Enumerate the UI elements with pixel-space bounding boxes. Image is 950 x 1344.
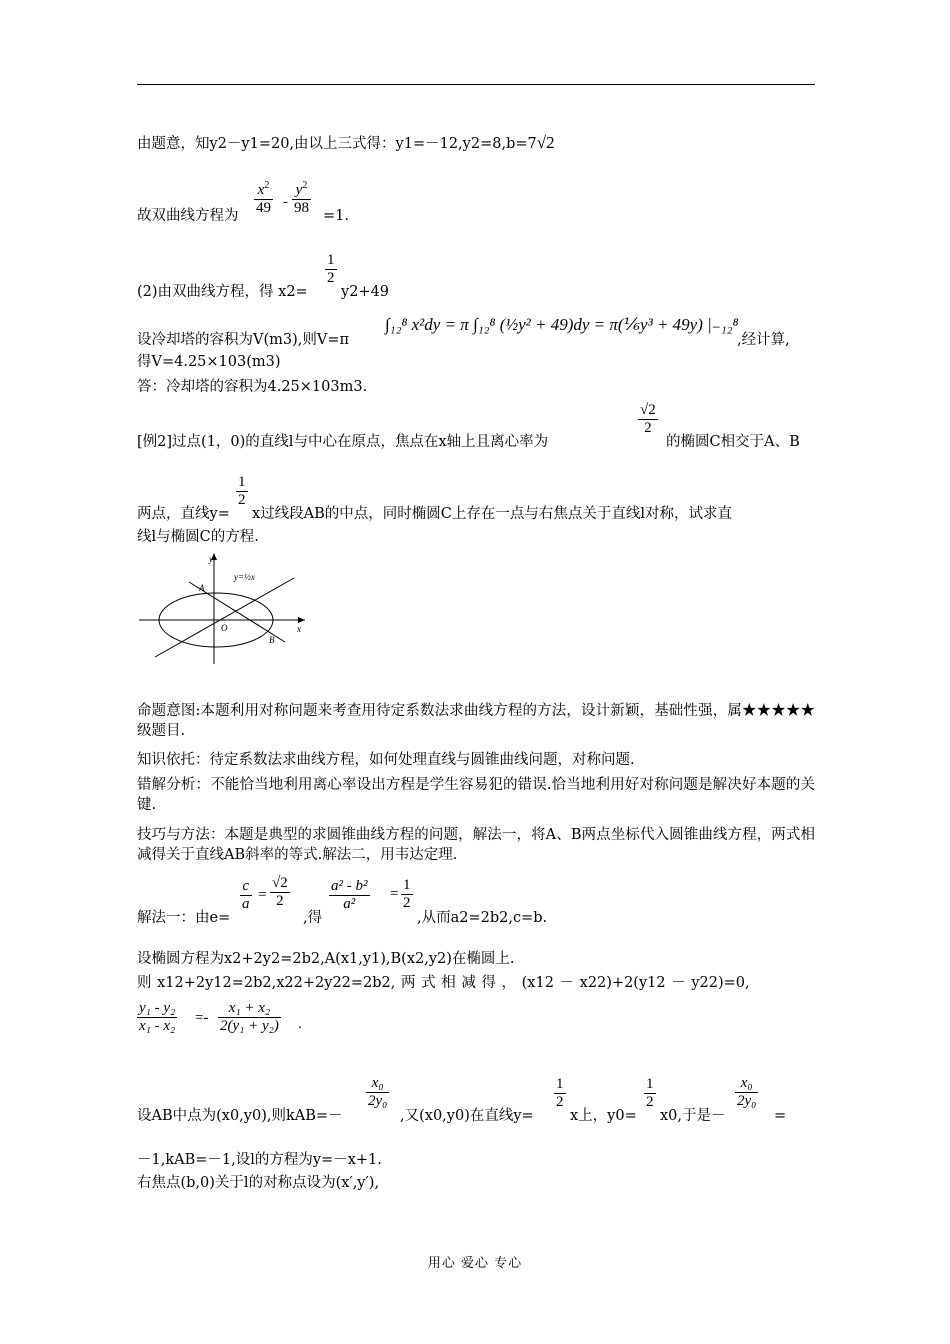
text-line: －1,kAB=－1,设l的方程为y=－x+1. [137,1152,382,1168]
label-y: y [209,554,213,564]
math-equals: = [258,887,267,903]
text-span: =1. [323,208,349,224]
fraction: 1 2 [646,1076,654,1110]
text-span: 由题意，知y2－y1=20,由以上三式得：y1=－12,y2=8,b=7 [137,136,537,152]
text-line: 解法一：由e= [137,910,231,926]
fraction: y₁ - y₂ x₁ - x₂ [139,1000,176,1034]
text-span: ,经计算, [737,332,790,348]
text-line: 两点，直线y= [137,506,230,522]
text-span: = [774,1108,787,1124]
ellipse-figure [137,552,307,667]
text-line: 右焦点(b,0)关于l的对称点设为(x′,y′), [137,1175,380,1191]
fraction: 1 2 [403,877,411,911]
math-minus: - [283,194,288,210]
paragraph: 错解分析：不能恰当地利用离心率设出方程是学生容易犯的错误.恰当地利用好对称问题是解决好本题的关键. [137,777,815,813]
page-footer: 用心 爱心 专心 [427,1256,523,1271]
text-line: [例2]过点(1，0)的直线l与中心在原点，焦点在x轴上且离心率为 [137,434,549,450]
fraction: 1 2 [327,252,335,286]
text-span: 的椭圆C相交于A、B [666,434,800,450]
text-line: 得V=4.25×103(m3) [137,354,281,370]
label-origin: O [221,623,228,633]
fraction: x₀ 2y₀ [368,1075,388,1109]
text-line: 知识依托：待定系数法求曲线方程，如何处理直线与圆锥曲线问题，对称问题. [137,752,635,768]
text-span: ,得 [303,910,323,926]
math-integral: ∫₁₂⁸ x²dy = π ∫₁₂⁸ (½y² + 49)dy = π(⅙y³ + 49y) |₋₁₂⁸ [385,315,739,334]
text-span: x上，y0= [570,1108,637,1124]
text-line: 设椭圆方程为x2+2y2=2b2,A(x1,y1),B(x2,y2)在椭圆上. [137,951,515,967]
text-line: 答：冷却塔的容积为4.25×103m3. [137,379,368,395]
x-axis-arrow [298,617,305,623]
text-span: ,又(x0,y0)在直线y= [400,1108,534,1124]
math-equals-neg: =- [195,1010,209,1026]
fraction: √2 2 [272,875,288,909]
text-line: 则 x12+2y12=2b2,x22+2y22=2b2, 两 式 相 减 得 ， (x12 － x22)+2(y12 － y22)=0, [137,975,750,991]
fraction: x₀ 2y₀ [737,1075,757,1109]
fraction: 1 2 [238,474,246,508]
math-sqrt: √2 [536,133,555,152]
line-label: y=½x [234,572,255,582]
fraction: c a [242,878,250,912]
fraction: 1 2 [556,1076,564,1110]
text-span: 故双曲线方程为 [137,208,239,224]
text-span: y2+49 [341,284,390,300]
text-line: 设冷却塔的容积为V(m3),则V=π [137,332,350,348]
text-span: x0,于是－ [660,1108,726,1124]
text-line [137,206,239,226]
fraction: √2 2 [640,402,656,436]
text-line [137,133,555,154]
paragraph: 命题意图:本题利用对称问题来考查用待定系数法求曲线方程的方法，设计新颖，基础性强，属★★★★★级题目. [137,703,815,739]
fraction: x₁ + x₂ 2(y₁ + y₂) [220,1000,279,1034]
fraction: a² - b² a² [331,878,368,912]
header-rule [137,84,815,85]
text-line: 设AB中点为(x0,y0),则kAB=－ [137,1108,343,1124]
text-line: 线l与椭圆C的方程. [137,529,259,545]
label-a: A [199,583,205,593]
label-b: B [269,635,275,645]
paragraph: 技巧与方法：本题是典型的求圆锥曲线方程的问题，解法一，将A、B两点坐标代入圆锥曲线方程，两式相减得关于直线AB斜率的等式.解法二，用韦达定理. [137,827,815,863]
text-span: x过线段AB的中点，同时椭圆C上存在一点与右焦点关于直线l对称，试求直 [252,506,733,522]
label-x: x [297,624,301,634]
math-dot: . [298,1016,302,1032]
math-equals: = [390,886,399,902]
fraction: $x^2$ 49 [256,180,271,216]
fraction: $y^2$ 98 [294,180,309,216]
text-span: ,从而a2=2b2,c=b. [417,910,548,926]
text-line: (2)由双曲线方程，得 x2= [137,284,308,300]
